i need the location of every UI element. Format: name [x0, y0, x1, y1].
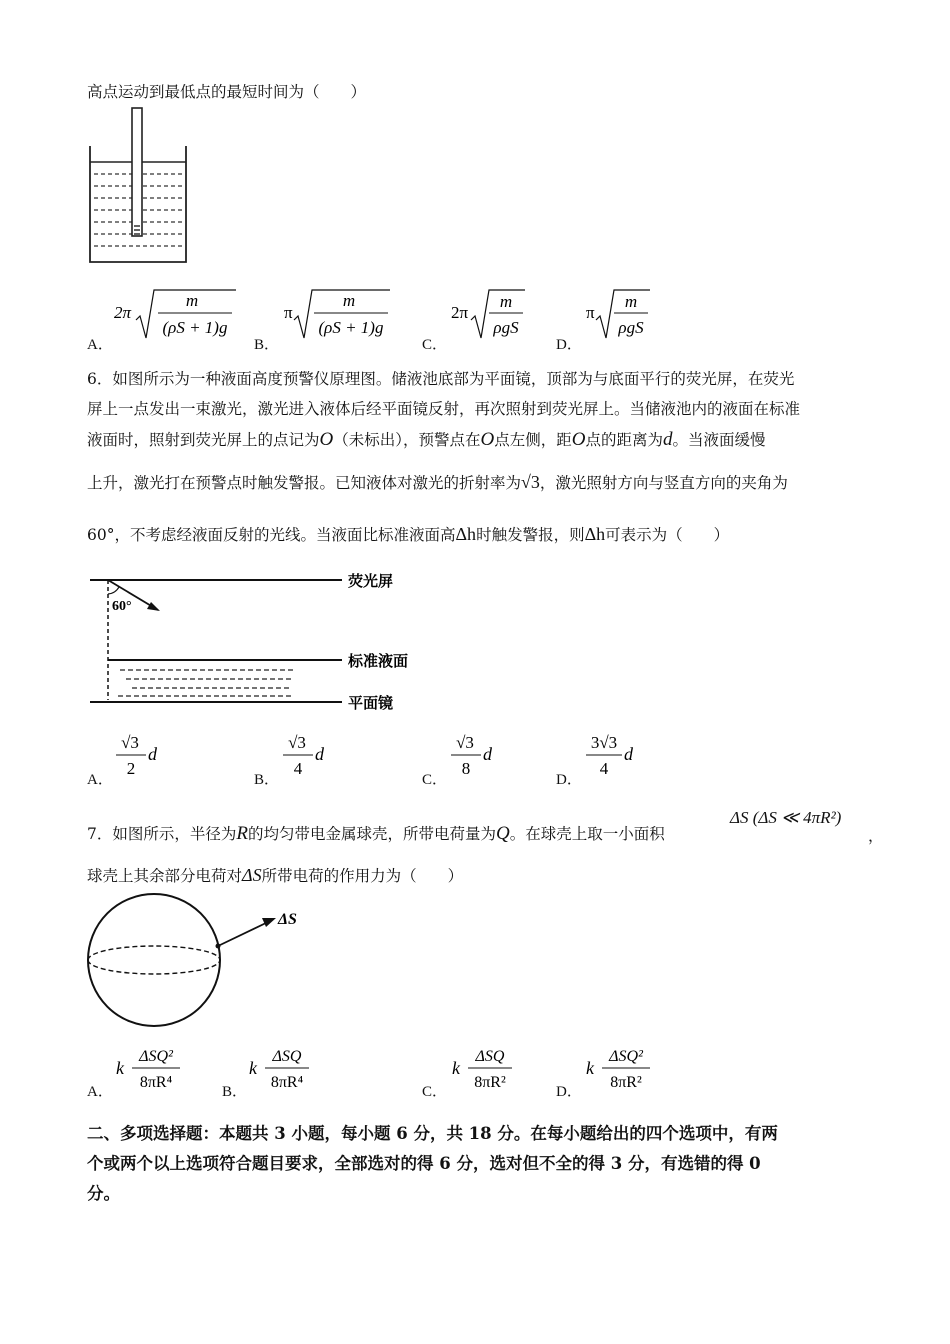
q7-option-c-formula	[450, 1040, 522, 1096]
q6-option-d-formula	[582, 730, 652, 782]
q6-l3b: （未标出），预警点在	[333, 431, 481, 449]
q5-option-b-letter: B．	[254, 337, 280, 353]
q5-option-b-formula	[282, 284, 394, 342]
q6-sym-dh-1: Δh	[455, 524, 477, 544]
q6-fig-screen-label: 荧光屏	[348, 574, 394, 590]
q6-line-2: 屏上一点发出一束激光，激光进入液体后经平面镜反射，再次照射到荧光屏上。当储液池内的液面在标准	[87, 400, 801, 418]
q5-c-coef: 2π	[451, 303, 469, 322]
q6-fig-standard-label: 标准液面	[348, 654, 409, 670]
q7-option-d-letter: D．	[556, 1084, 582, 1100]
q6-a-num: √3	[121, 733, 139, 752]
q7-sym-dS: ΔS	[242, 865, 262, 885]
q6-l5b: 时触发警报，则	[476, 526, 585, 544]
q5-c-num: m	[499, 292, 513, 311]
q7-option-d-formula	[584, 1040, 662, 1096]
q6-b-den: 4	[293, 759, 303, 778]
q6-line-4	[87, 472, 788, 493]
q6-line-5	[87, 524, 729, 545]
q6-l3e: 。当液面缓慢	[672, 431, 766, 449]
q6-line-3	[87, 430, 766, 450]
q5-c-den: ρgS	[493, 318, 519, 337]
q6-l4a: 上升，激光打在预警点时触发警报。已知液体对激光的折射率为	[87, 474, 522, 492]
q6-c-var: d	[483, 744, 492, 764]
q5-stem: 高点运动到最低点的最短时间为（ ）	[87, 83, 367, 101]
q5-option-d-letter: D．	[556, 337, 582, 353]
q7-option-c-letter: C．	[422, 1084, 448, 1100]
q5-a-num: m	[185, 291, 199, 310]
q6-fig-angle: 60°	[112, 599, 132, 614]
q6-l4b: ，激光照射方向与竖直方向的夹角为	[539, 474, 788, 492]
q5-a-den: (ρS + 1)g	[162, 318, 228, 337]
q5-b-coef: π	[284, 303, 293, 322]
q6-l3d: 点的距离为	[585, 431, 664, 449]
q6-option-d-letter: D．	[556, 772, 582, 788]
q6-b-var: d	[315, 744, 324, 764]
q7-d-k: k	[586, 1058, 594, 1078]
q6-c-num: √3	[456, 733, 474, 752]
q6-a-var: d	[148, 744, 157, 764]
q7-sym-Q: Q	[496, 823, 510, 844]
q6-sym-d: d	[663, 429, 673, 450]
q5-option-a-letter: A．	[87, 337, 113, 353]
q7-sym-R: R	[236, 823, 248, 844]
q5-b-den: (ρS + 1)g	[318, 318, 384, 337]
q6-d-den: 4	[599, 759, 609, 778]
q5-d-num: m	[624, 292, 638, 311]
q6-b-num: √3	[288, 733, 306, 752]
q7-option-b-formula	[247, 1040, 319, 1096]
q7-c-k: k	[452, 1058, 460, 1078]
q6-d-var: d	[624, 744, 633, 764]
q6-option-a-formula	[112, 730, 172, 782]
q7-fig-label: ΔS	[278, 911, 297, 928]
q5-a-coef: 2π	[114, 303, 132, 322]
q7-l2a: 球壳上其余部分电荷对	[87, 867, 243, 885]
q6-l5a: 60°，不考虑经液面反射的光线。当液面比标准液面高	[87, 526, 456, 544]
q7-line-2	[87, 865, 463, 886]
q6-l5c: 可表示为（ ）	[605, 526, 730, 544]
q6-l3a: 液面时，照射到荧光屏上的点记为	[87, 431, 320, 449]
q5-option-c-formula	[449, 284, 529, 342]
q7-option-a-letter: A．	[87, 1084, 113, 1100]
q6-c-den: 8	[461, 759, 471, 778]
q6-option-c-letter: C．	[422, 772, 448, 788]
q5-option-a-formula	[112, 284, 240, 342]
q7-d-num: ΔSQ²	[609, 1048, 643, 1065]
q5-option-d-formula	[584, 284, 656, 342]
section2-line-3: 分。	[87, 1184, 120, 1203]
q6-l3c: 点左侧，距	[494, 431, 572, 449]
q6-option-b-formula	[279, 730, 339, 782]
q6-fig-mirror-label: 平面镜	[348, 696, 394, 712]
q7-b-den: 8πR⁴	[270, 1074, 304, 1091]
q6-option-a-letter: A．	[87, 772, 113, 788]
section2-line-1: 二、多项选择题：本题共 3 小题，每小题 6 分，共 18 分。在每小题给出的四个选项中，有两	[87, 1124, 778, 1143]
q5-b-num: m	[342, 291, 356, 310]
q6-sym-dh-2: Δh	[584, 524, 606, 544]
q7-l2b: 所带电荷的作用力为（ ）	[261, 867, 464, 885]
q6-sym-O-1: O	[319, 429, 334, 450]
q6-sqrt3: √3	[521, 472, 540, 492]
q7-a-den: 8πR⁴	[139, 1074, 173, 1091]
q5-option-c-letter: C．	[422, 337, 448, 353]
q7-condition: ΔS (ΔS ≪ 4πR²)	[730, 808, 842, 827]
q6-d-num: 3√3	[590, 733, 618, 752]
q7-a-num: ΔSQ²	[139, 1048, 173, 1065]
q6-option-c-formula	[447, 730, 507, 782]
q7-c-num: ΔSQ	[475, 1048, 505, 1065]
section2-line-2: 个或两个以上选项符合题目要求，全部选对的得 6 分，选对但不全的得 3 分，有选错的得 0	[87, 1154, 761, 1173]
q7-comma: ，	[868, 827, 884, 845]
q5-d-coef: π	[586, 303, 595, 322]
q7-c-den: 8πR²	[474, 1074, 506, 1091]
q6-a-den: 2	[126, 759, 136, 778]
q7-l1a: 7．如图所示，半径为	[87, 825, 237, 843]
q6-line-1: 6．如图所示为一种液面高度预警仪原理图。储液池底部为平面镜，顶部为与底面平行的荧光屏，在荧光	[87, 370, 795, 388]
q7-l1b: 的均匀带电金属球壳，所带电荷量为	[247, 825, 496, 843]
q6-figure	[86, 566, 426, 716]
q7-d-den: 8πR²	[610, 1074, 642, 1091]
q5-figure	[86, 106, 198, 266]
q7-l1c: 。在球壳上取一小面积	[509, 825, 665, 843]
q6-option-b-letter: B．	[254, 772, 280, 788]
q6-sym-O-3: O	[571, 429, 586, 450]
q7-b-num: ΔSQ	[272, 1048, 302, 1065]
q7-figure	[86, 890, 316, 1036]
q7-option-b-letter: B．	[222, 1084, 248, 1100]
q7-a-k: k	[116, 1058, 124, 1078]
q6-sym-O-2: O	[480, 429, 495, 450]
q7-line-1	[87, 824, 665, 844]
q7-option-a-formula	[114, 1040, 192, 1096]
q5-d-den: ρgS	[618, 318, 644, 337]
q7-b-k: k	[249, 1058, 257, 1078]
